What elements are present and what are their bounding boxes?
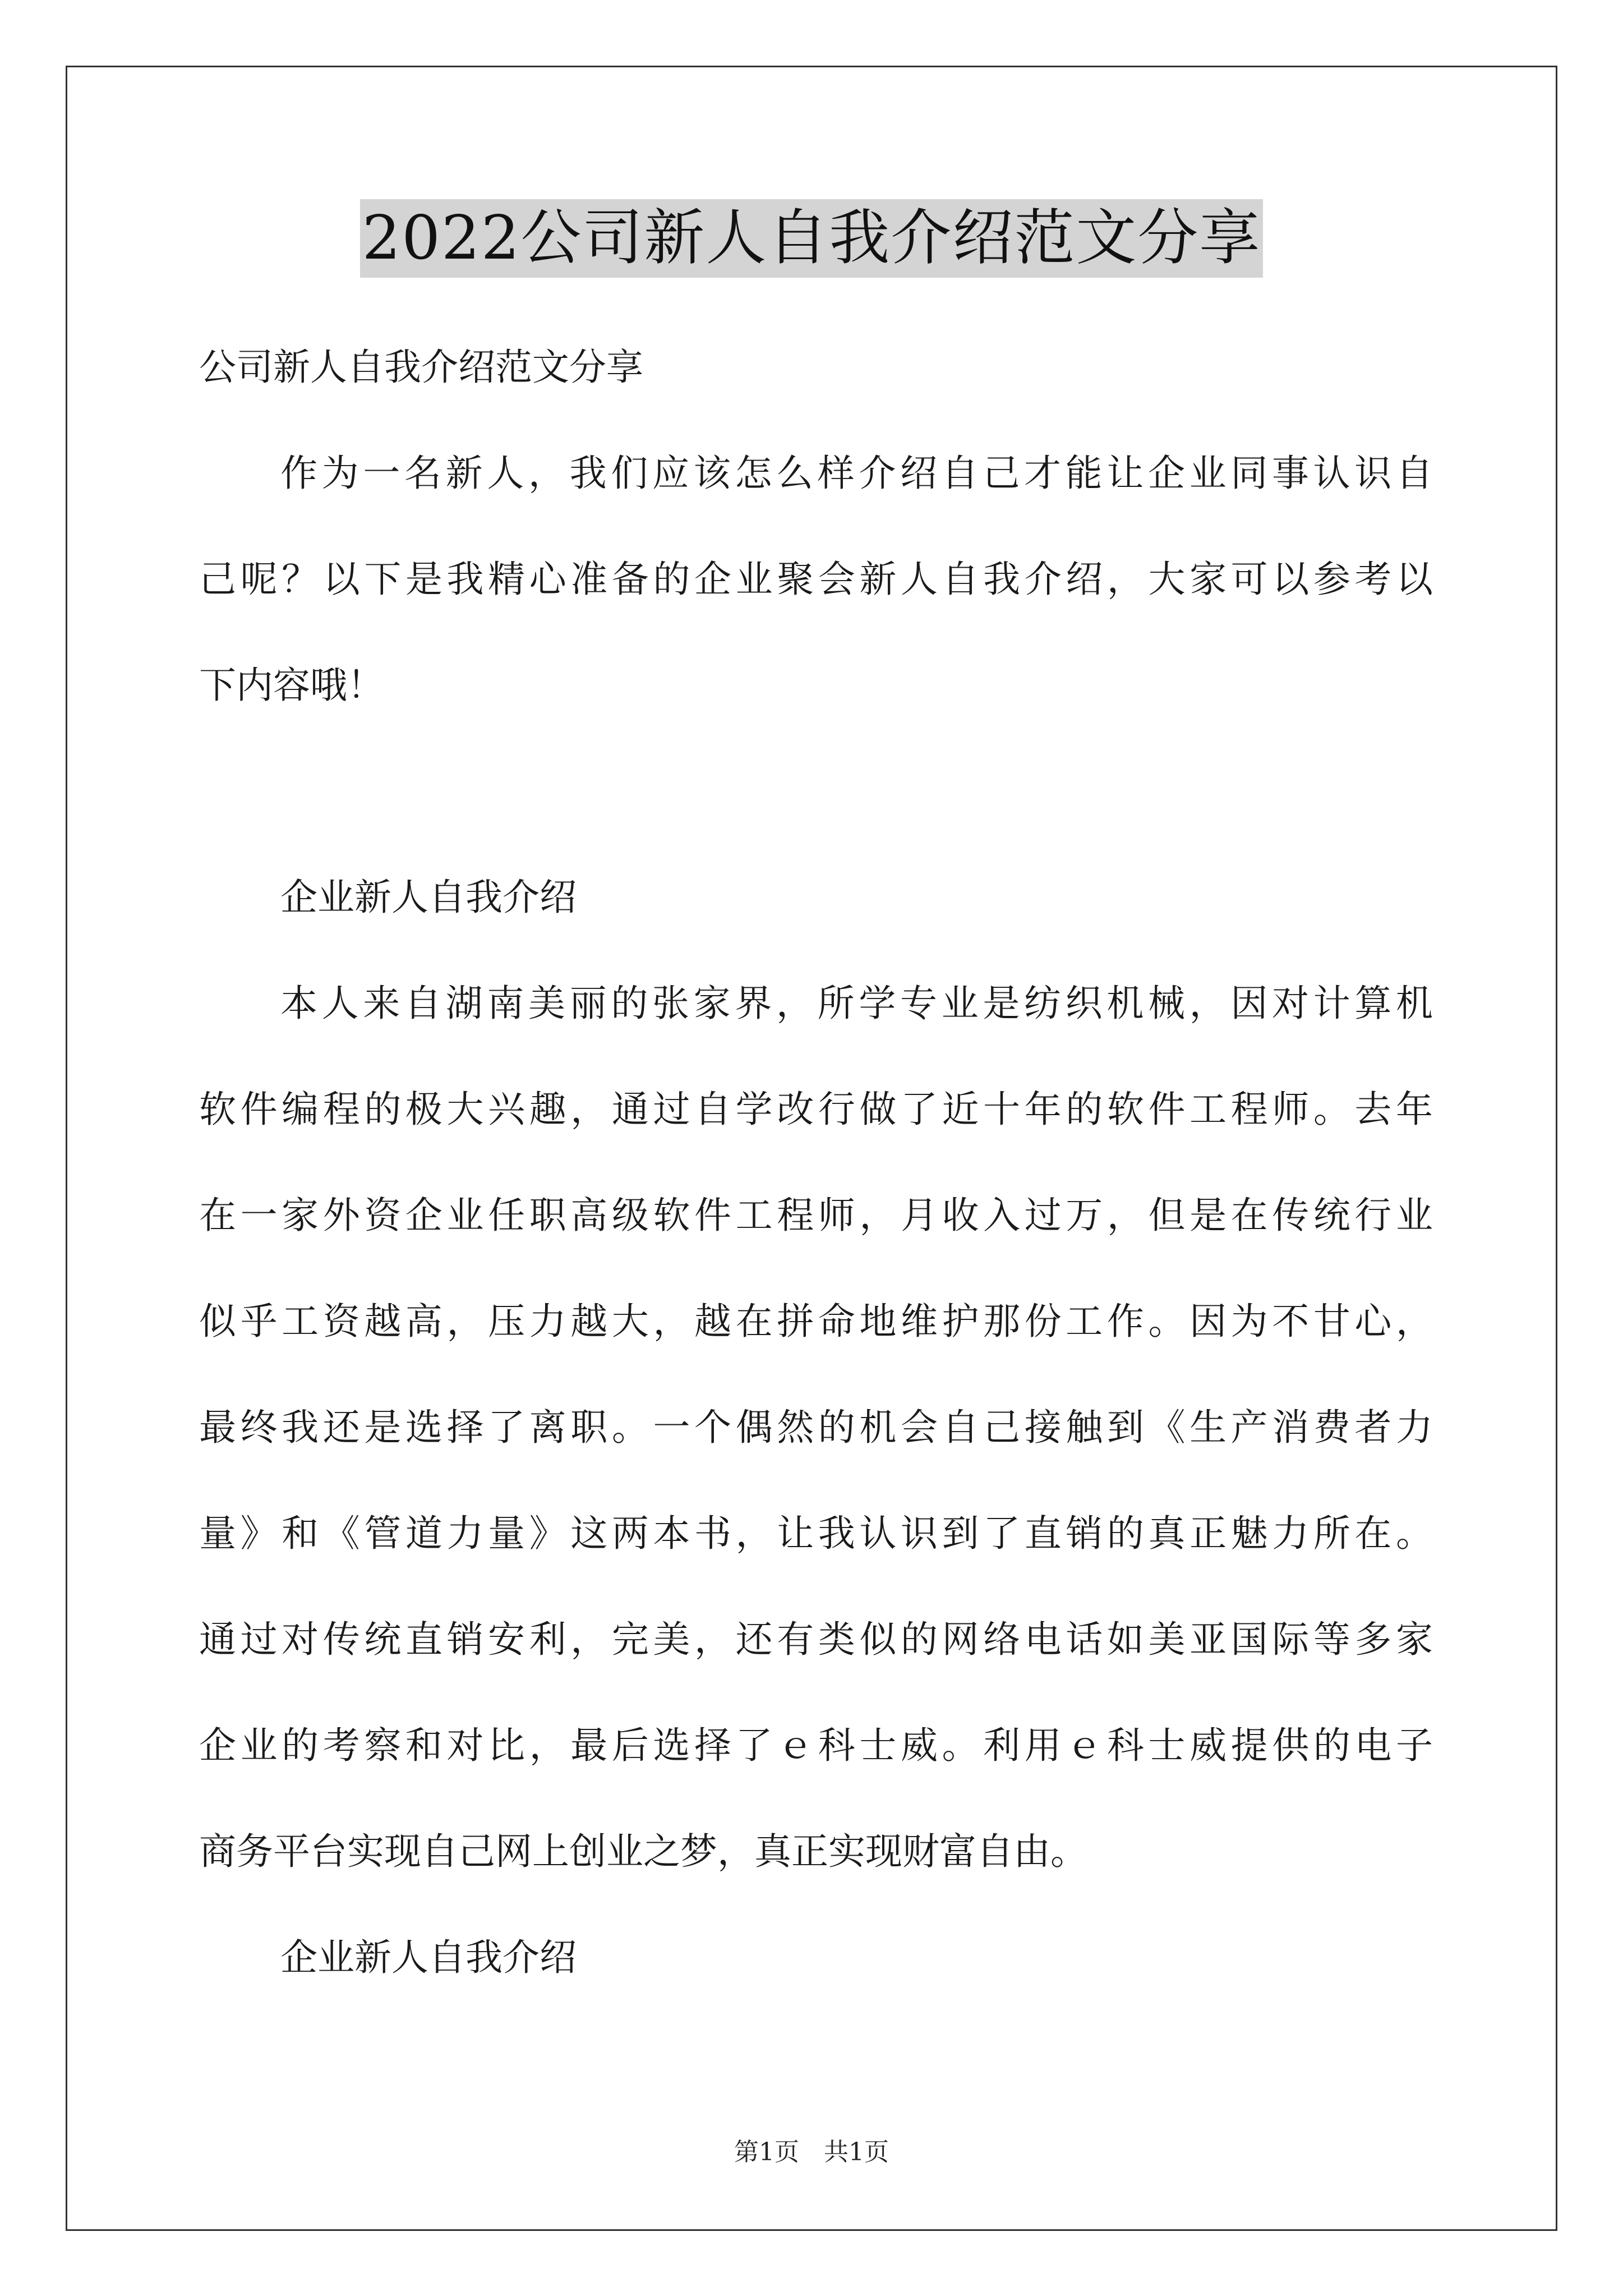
document-title: 2022公司新人自我介绍范文分享 bbox=[360, 199, 1264, 278]
section-heading: 企业新人自我介绍 bbox=[280, 876, 577, 919]
title-container bbox=[0, 199, 1623, 278]
section-heading: 企业新人自我介绍 bbox=[280, 1936, 577, 1979]
intro-paragraph bbox=[199, 420, 1433, 738]
intro-line: 己呢？以下是我精心准备的企业聚会新人自我介绍，大家可以参考以 bbox=[199, 558, 1433, 601]
intro-line: 作为一名新人，我们应该怎么样介绍自己才能让企业同事认识自 bbox=[280, 452, 1433, 495]
document-body bbox=[199, 314, 1433, 2010]
body-line: 企业的考察和对比，最后选择了ｅ科士威。利用ｅ科士威提供的电子 bbox=[199, 1724, 1433, 1767]
body-line: 商务平台实现自己网上创业之梦，真正实现财富自由。 bbox=[199, 1830, 1087, 1873]
body-paragraph bbox=[199, 950, 1433, 1904]
body-line: 量》和《管道力量》这两本书，让我认识到了直销的真正魅力所在。 bbox=[199, 1512, 1433, 1555]
document-subtitle: 公司新人自我介绍范文分享 bbox=[199, 346, 643, 389]
body-line: 最终我还是选择了离职。一个偶然的机会自己接触到《生产消费者力 bbox=[199, 1406, 1433, 1449]
body-line: 似乎工资越高，压力越大，越在拼命地维护那份工作。因为不甘心， bbox=[199, 1300, 1433, 1343]
body-line: 本人来自湖南美丽的张家界，所学专业是纺织机械，因对计算机 bbox=[280, 982, 1433, 1025]
page-footer bbox=[0, 2132, 1623, 2168]
intro-line: 下内容哦！ bbox=[199, 664, 384, 707]
body-line: 在一家外资企业任职高级软件工程师，月收入过万，但是在传统行业 bbox=[199, 1194, 1433, 1237]
page-total: 共1页 bbox=[824, 2138, 889, 2166]
blank-line bbox=[199, 738, 1433, 844]
body-line: 软件编程的极大兴趣，通过自学改行做了近十年的软件工程师。去年 bbox=[199, 1088, 1433, 1131]
body-line: 通过对传统直销安利，完美，还有类似的网络电话如美亚国际等多家 bbox=[199, 1618, 1433, 1661]
page-number: 第1页 bbox=[734, 2138, 799, 2166]
